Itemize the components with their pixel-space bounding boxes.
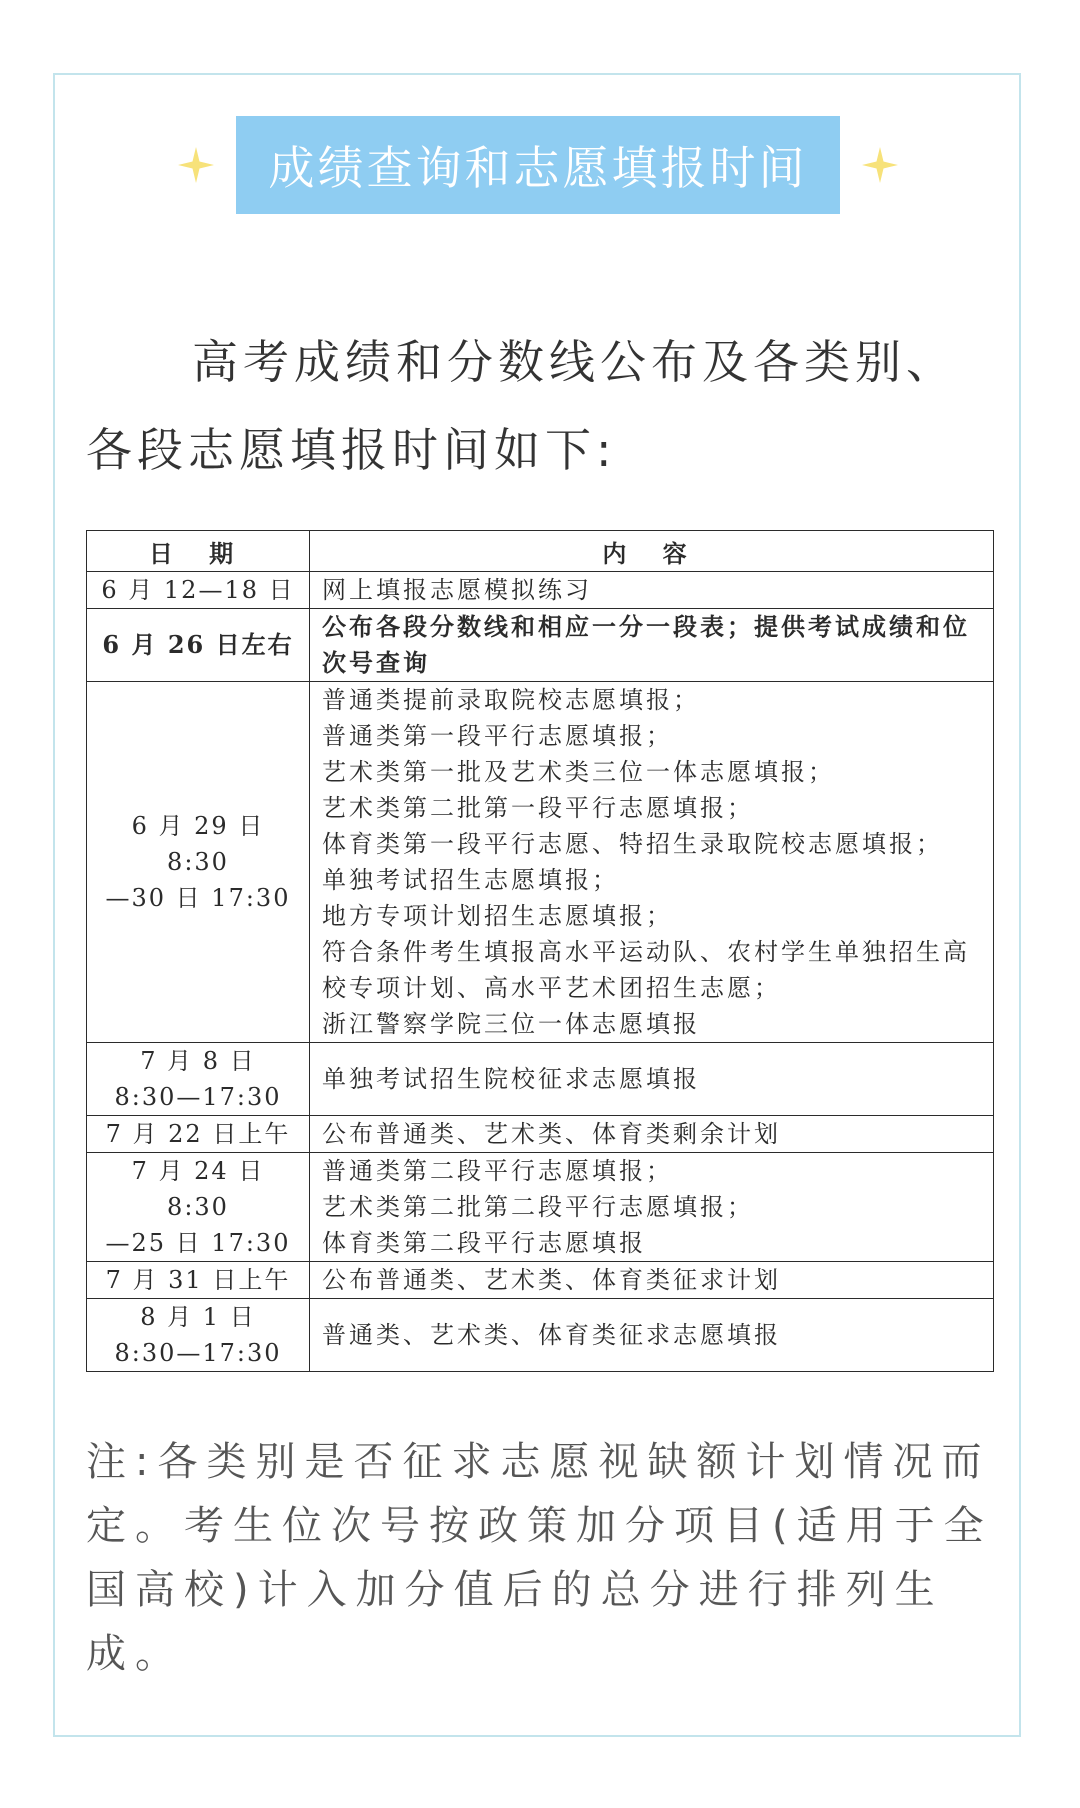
row-content <box>310 1116 994 1153</box>
date-line: 6 月 12—18 日 <box>101 576 295 604</box>
date-line: 6 月 29 日 8:30 <box>131 812 265 876</box>
date-line: —25 日 17:30 <box>105 1229 291 1257</box>
row-date <box>87 1153 310 1262</box>
sparkle-icon <box>862 147 898 183</box>
table-row <box>87 1116 994 1153</box>
date-line: 6 月 26 日左右 <box>102 630 294 659</box>
date-line: —30 日 17:30 <box>105 884 291 912</box>
table-row <box>87 609 994 682</box>
content-line: 单独考试招生志愿填报； <box>322 866 619 894</box>
intro-line-1: 高考成绩和分数线公布及各类别、 <box>192 335 957 389</box>
content-line: 校专项计划、高水平艺术团招生志愿； <box>322 974 781 1002</box>
content-line: 公布普通类、艺术类、体育类征求计划 <box>322 1266 781 1294</box>
date-line: 7 月 8 日 <box>140 1047 256 1075</box>
table-row <box>87 1153 994 1262</box>
content-line: 网上填报志愿模拟练习 <box>322 576 592 604</box>
banner-title: 成绩查询和志愿填报时间 <box>268 141 808 195</box>
footnote: 注:各类别是否征求志愿视缺额计划情况而定。考生位次号按政策加分项目(适用于全国高校)计入加分值后的总分进行排列生成。 <box>86 1439 993 1677</box>
row-date <box>87 1262 310 1299</box>
content-line: 普通类、艺术类、体育类征求志愿填报 <box>322 1321 781 1349</box>
sparkle-icon <box>178 147 214 183</box>
date-line: 7 月 22 日上午 <box>105 1120 291 1148</box>
content-line: 普通类提前录取院校志愿填报； <box>322 686 700 714</box>
date-line: 7 月 31 日上午 <box>105 1266 291 1294</box>
date-line: 8 月 1 日 <box>140 1303 256 1331</box>
content-line: 单独考试招生院校征求志愿填报 <box>322 1065 700 1093</box>
row-date <box>87 572 310 609</box>
content-line: 地方专项计划招生志愿填报； <box>322 902 673 930</box>
row-content <box>310 1299 994 1372</box>
header-date: 日 期 <box>87 531 310 572</box>
content-line: 普通类第一段平行志愿填报； <box>322 722 673 750</box>
table-row <box>87 682 994 1043</box>
table-row <box>87 572 994 609</box>
table-row <box>87 1299 994 1372</box>
row-date <box>87 1116 310 1153</box>
intro-paragraph <box>86 318 996 494</box>
content-line: 艺术类第一批及艺术类三位一体志愿填报； <box>322 758 835 786</box>
intro-line-2: 各段志愿填报时间如下: <box>86 423 617 477</box>
content-line: 艺术类第二批第一段平行志愿填报； <box>322 794 754 822</box>
row-content <box>310 1043 994 1116</box>
schedule-body <box>87 572 994 1372</box>
date-line: 8:30—17:30 <box>114 1339 282 1367</box>
row-content <box>310 1262 994 1299</box>
content-line: 体育类第二段平行志愿填报 <box>322 1229 646 1257</box>
row-date <box>87 1043 310 1116</box>
content-line: 普通类第二段平行志愿填报； <box>322 1157 673 1185</box>
table-header-row <box>87 531 994 572</box>
header-content: 内 容 <box>310 531 994 572</box>
content-line: 公布各段分数线和相应一分一段表；提供考试成绩和位 <box>322 612 970 641</box>
content-line: 体育类第一段平行志愿、特招生录取院校志愿填报； <box>322 830 943 858</box>
date-line: 8:30—17:30 <box>114 1083 282 1111</box>
table-row <box>87 1043 994 1116</box>
content-line: 艺术类第二批第二段平行志愿填报； <box>322 1193 754 1221</box>
row-date <box>87 1299 310 1372</box>
row-date <box>87 609 310 682</box>
content-line: 次号查询 <box>322 648 430 677</box>
schedule-table <box>86 530 994 1372</box>
row-content <box>310 1153 994 1262</box>
row-content <box>310 682 994 1043</box>
row-content <box>310 572 994 609</box>
content-line: 公布普通类、艺术类、体育类剩余计划 <box>322 1120 781 1148</box>
content-line: 浙江警察学院三位一体志愿填报 <box>322 1010 700 1038</box>
row-content <box>310 609 994 682</box>
table-row <box>87 1262 994 1299</box>
content-line: 符合条件考生填报高水平运动队、农村学生单独招生高 <box>322 938 970 966</box>
date-line: 7 月 24 日 8:30 <box>131 1157 265 1221</box>
row-date <box>87 682 310 1043</box>
section-banner <box>236 116 840 214</box>
